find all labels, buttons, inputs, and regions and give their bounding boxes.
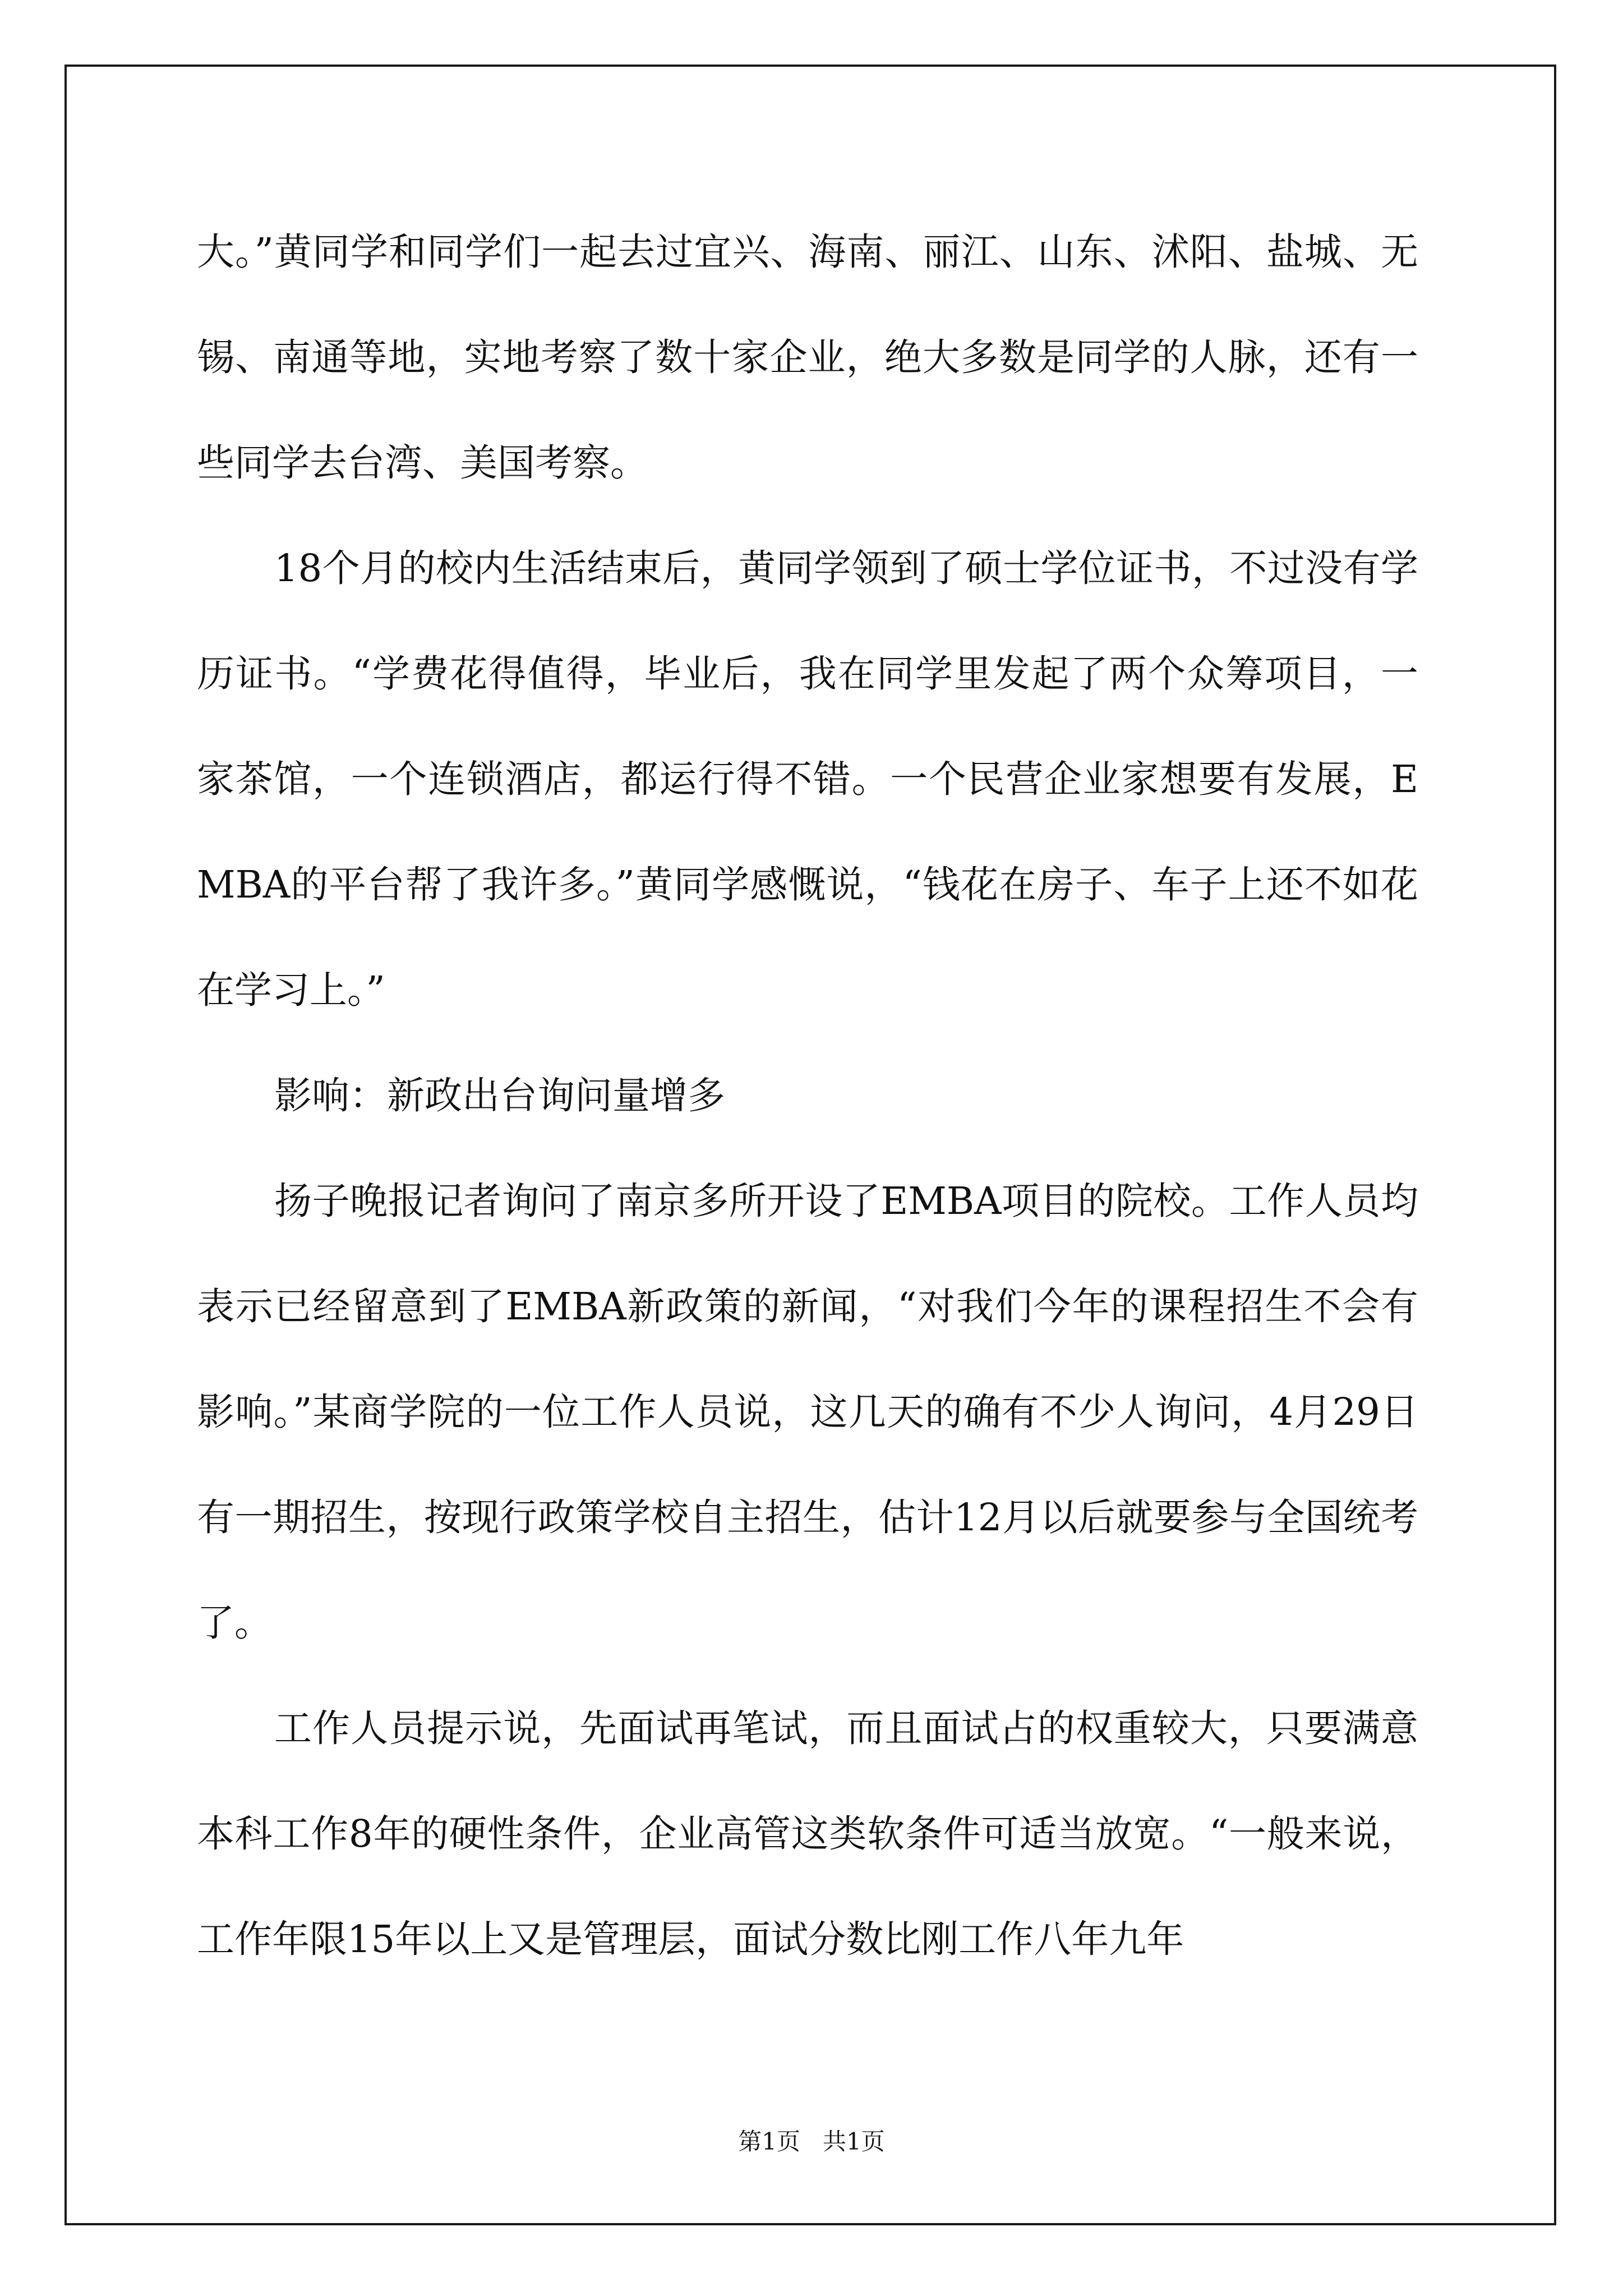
section-heading: 影响：新政出台询问量增多 bbox=[274, 1074, 725, 1117]
document-body bbox=[197, 199, 1418, 1992]
page-footer: 第1页 共1页 bbox=[738, 2128, 885, 2155]
paragraph-3: 扬子晚报记者询问了南京多所开设了EMBA项目的院校。工作人员均表示已经留意到了EMBA新政策的新闻，“对我们今年的课程招生不会有影响。”某商学院的一位工作人员说，这几天的确有不少人询问，4月29日有一期招生，按现行政策学校自主招生，估计12月以后就要参与全国统考了。 bbox=[197, 1179, 1418, 1645]
paragraph-2: 18个月的校内生活结束后，黄同学领到了硕士学位证书，不过没有学历证书。“学费花得值得，毕业后，我在同学里发起了两个众筹项目，一家茶馆，一个连锁酒店，都运行得不错。一个民营企业家想要有发展，EMBA的平台帮了我许多。”黄同学感慨说，“钱花在房子、车子上还不如花在学习上。” bbox=[197, 546, 1418, 1012]
paragraph-4: 工作人员提示说，先面试再笔试，而且面试占的权重较大，只要满意本科工作8年的硬性条件，企业高管这类软条件可适当放宽。“一般来说，工作年限15年以上又是管理层，面试分数比刚工作八年九年 bbox=[197, 1706, 1418, 1961]
paragraph-1: 大。”黄同学和同学们一起去过宜兴、海南、丽江、山东、沭阳、盐城、无锡、南通等地，实地考察了数十家企业，绝大多数是同学的人脉，还有一些同学去台湾、美国考察。 bbox=[197, 230, 1418, 485]
